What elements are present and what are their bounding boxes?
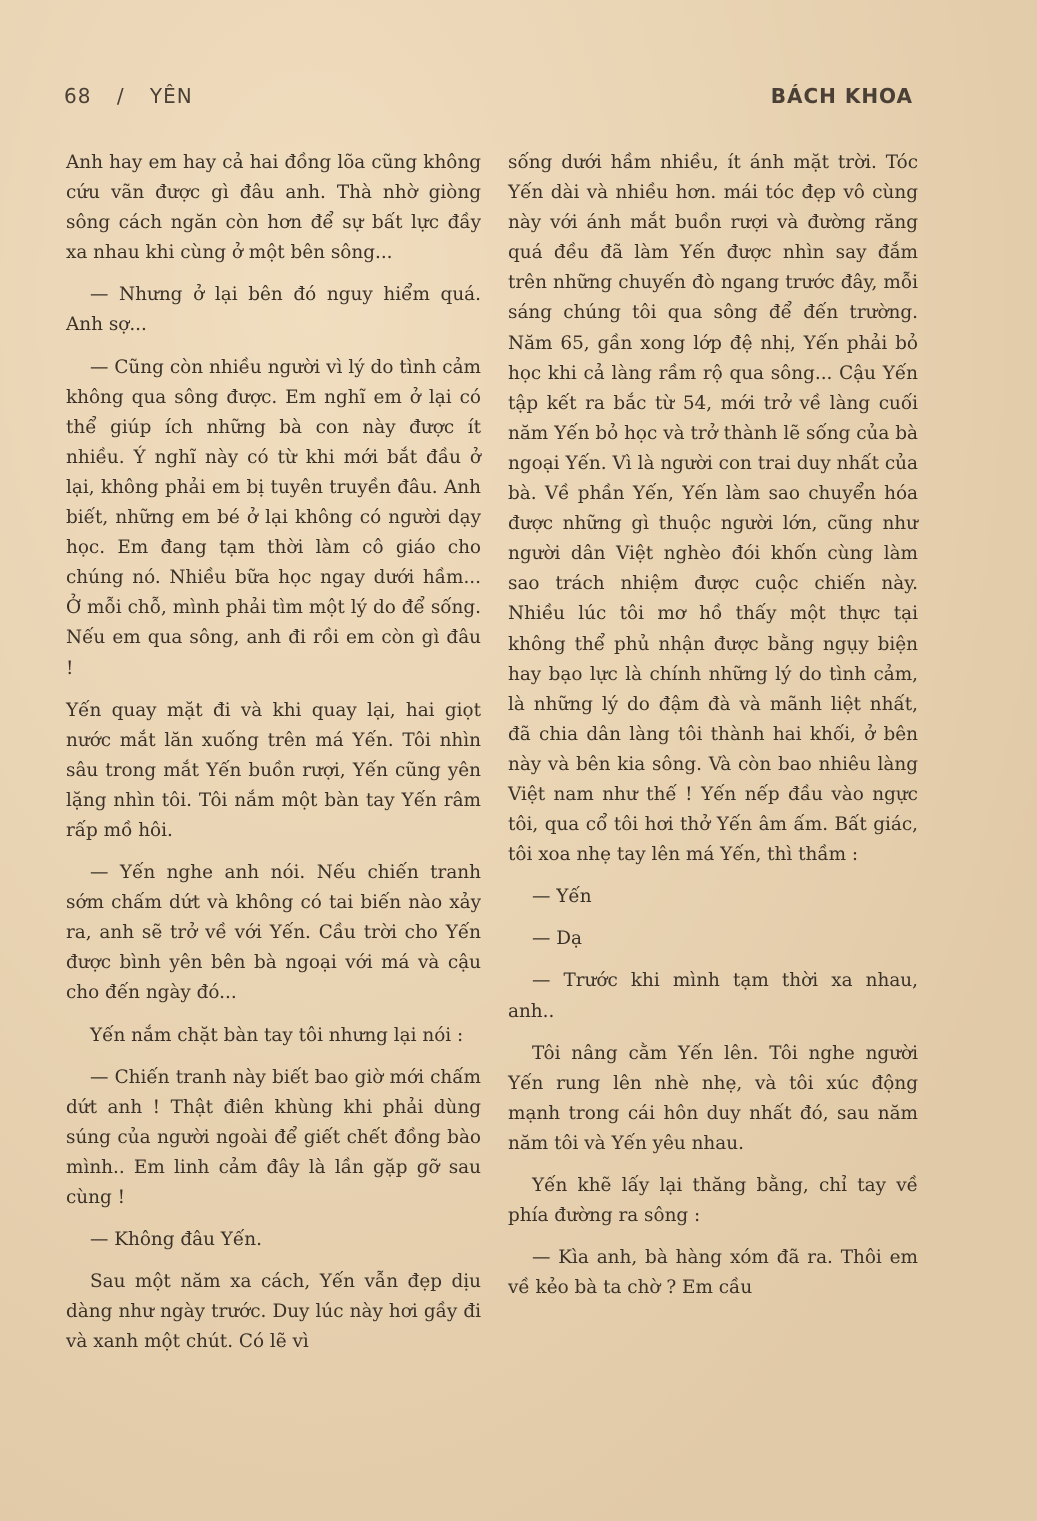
left-column: [66, 148, 481, 1357]
page-header: [64, 84, 913, 114]
paragraph: — Không đâu Yến.: [90, 1229, 262, 1251]
magazine-name: BÁCH KHOA: [770, 84, 913, 108]
paragraph: — Trước khi mình tạm thời xa nhau, anh..: [508, 970, 918, 1022]
paragraph: Yến nắm chặt bàn tay tôi nhưng lại nói :: [90, 1024, 464, 1046]
header-separator: /: [116, 84, 125, 108]
page-number: 68: [64, 84, 92, 108]
right-column: [508, 148, 918, 1303]
paragraph: — Yến: [532, 886, 592, 908]
paragraph: — Nhưng ở lại bên đó nguy hiểm quá. Anh sợ...: [66, 284, 481, 336]
paragraph: Yến quay mặt đi và khi quay lại, hai giọt nước mắt lăn xuống trên má Yến. Tôi nhìn sâu trong mắt Yến buồn rượi, Yến cũng yên lặng nhìn tôi. Tôi nắm một bàn tay Yến râm rấp mồ hôi.: [66, 699, 481, 841]
paragraph: — Dạ: [532, 928, 582, 950]
paragraph: — Yến nghe anh nói. Nếu chiến tranh sớm chấm dứt và không có tai biến nào xảy ra, anh sẽ trở về với Yến. Cầu trời cho Yến được bình yên bên bà ngoại với má và cậu cho đến ngày đó...: [66, 862, 481, 1004]
paragraph: Tôi nâng cằm Yến lên. Tôi nghe người Yến rung lên nhè nhẹ, và tôi xúc động mạnh trong cái hôn duy nhất đó, sau năm năm tôi và Yến yêu nhau.: [508, 1042, 918, 1154]
paragraph: Sau một năm xa cách, Yến vẫn đẹp dịu dàng như ngày trước. Duy lúc này hơi gầy đi và xanh một chút. Có lẽ vì: [66, 1271, 481, 1353]
header-left: [64, 84, 211, 108]
paragraph: sống dưới hầm nhiều, ít ánh mặt trời. Tóc Yến dài và nhiều hơn. mái tóc đẹp vô cùng này với ánh mắt buồn rượi và đường răng quá đều đã làm Yến được nhìn say đắm trên những chuyến đò ngang trước đây, mỗi sáng chúng tôi qua sông để đến trường. Năm 65, gần xong lớp đệ nhị, Yến phải bỏ học khi cả làng rầm rộ qua sông... Cậu Yến tập kết ra bắc từ 54, mới trở về làng cuối năm Yến bỏ học và trở thành lẽ sống của bà ngoại Yến. Vì là người con trai duy nhất của bà. Về phần Yến, Yến làm sao chuyển hóa được những gì thuộc người lớn, cũng như người dân Việt nghèo đói khốn cùng làm sao trách nhiệm được cuộc chiến này. Nhiều lúc tôi mơ hồ thấy một thực tại không thể phủ nhận được bằng ngụy biện hay bạo lực là chính những lý do tình cảm, là những lý do đậm đà và mãnh liệt nhất, đã chia dân làng tôi thành hai khối, ở bên này và bên kia sông. Và còn bao nhiêu làng Việt nam như thế ! Yến nếp đầu vào ngực tôi, qua cổ tôi hơi thở Yến âm ấm. Bất giác, tôi xoa nhẹ tay lên má Yến, thì thầm :: [508, 152, 918, 866]
paragraph: — Chiến tranh này biết bao giờ mới chấm dứt anh ! Thật điên khùng khi phải dùng súng của người ngoài để giết chết đồng bào mình.. Em linh cảm đây là lần gặp gỡ sau cùng !: [66, 1066, 481, 1208]
paragraph: — Kìa anh, bà hàng xóm đã ra. Thôi em về kẻo bà ta chờ ? Em cầu: [508, 1247, 918, 1299]
paragraph: Yến khẽ lấy lại thăng bằng, chỉ tay về phía đường ra sông :: [508, 1175, 918, 1227]
paragraph: Anh hay em hay cả hai đồng lõa cũng không cứu vãn được gì đâu anh. Thà nhờ giòng sông cách ngăn còn hơn để sự bất lực đầy xa nhau khi cùng ở một bên sông...: [66, 152, 481, 264]
paragraph: — Cũng còn nhiều người vì lý do tình cảm không qua sông được. Em nghĩ em ở lại có thể giúp ích những bà con này được ít nhiều. Ý nghĩ này có từ khi mới bắt đầu ở lại, không phải em bị tuyên truyền đâu. Anh biết, những em bé ở lại không có người dạy học. Em đang tạm thời làm cô giáo cho chúng nó. Nhiều bữa học ngay dưới hầm... Ở mỗi chỗ, mình phải tìm một lý do để sống. Nếu em qua sông, anh đi rồi em còn gì đâu !: [66, 356, 481, 679]
story-title: YÊN: [149, 84, 193, 108]
